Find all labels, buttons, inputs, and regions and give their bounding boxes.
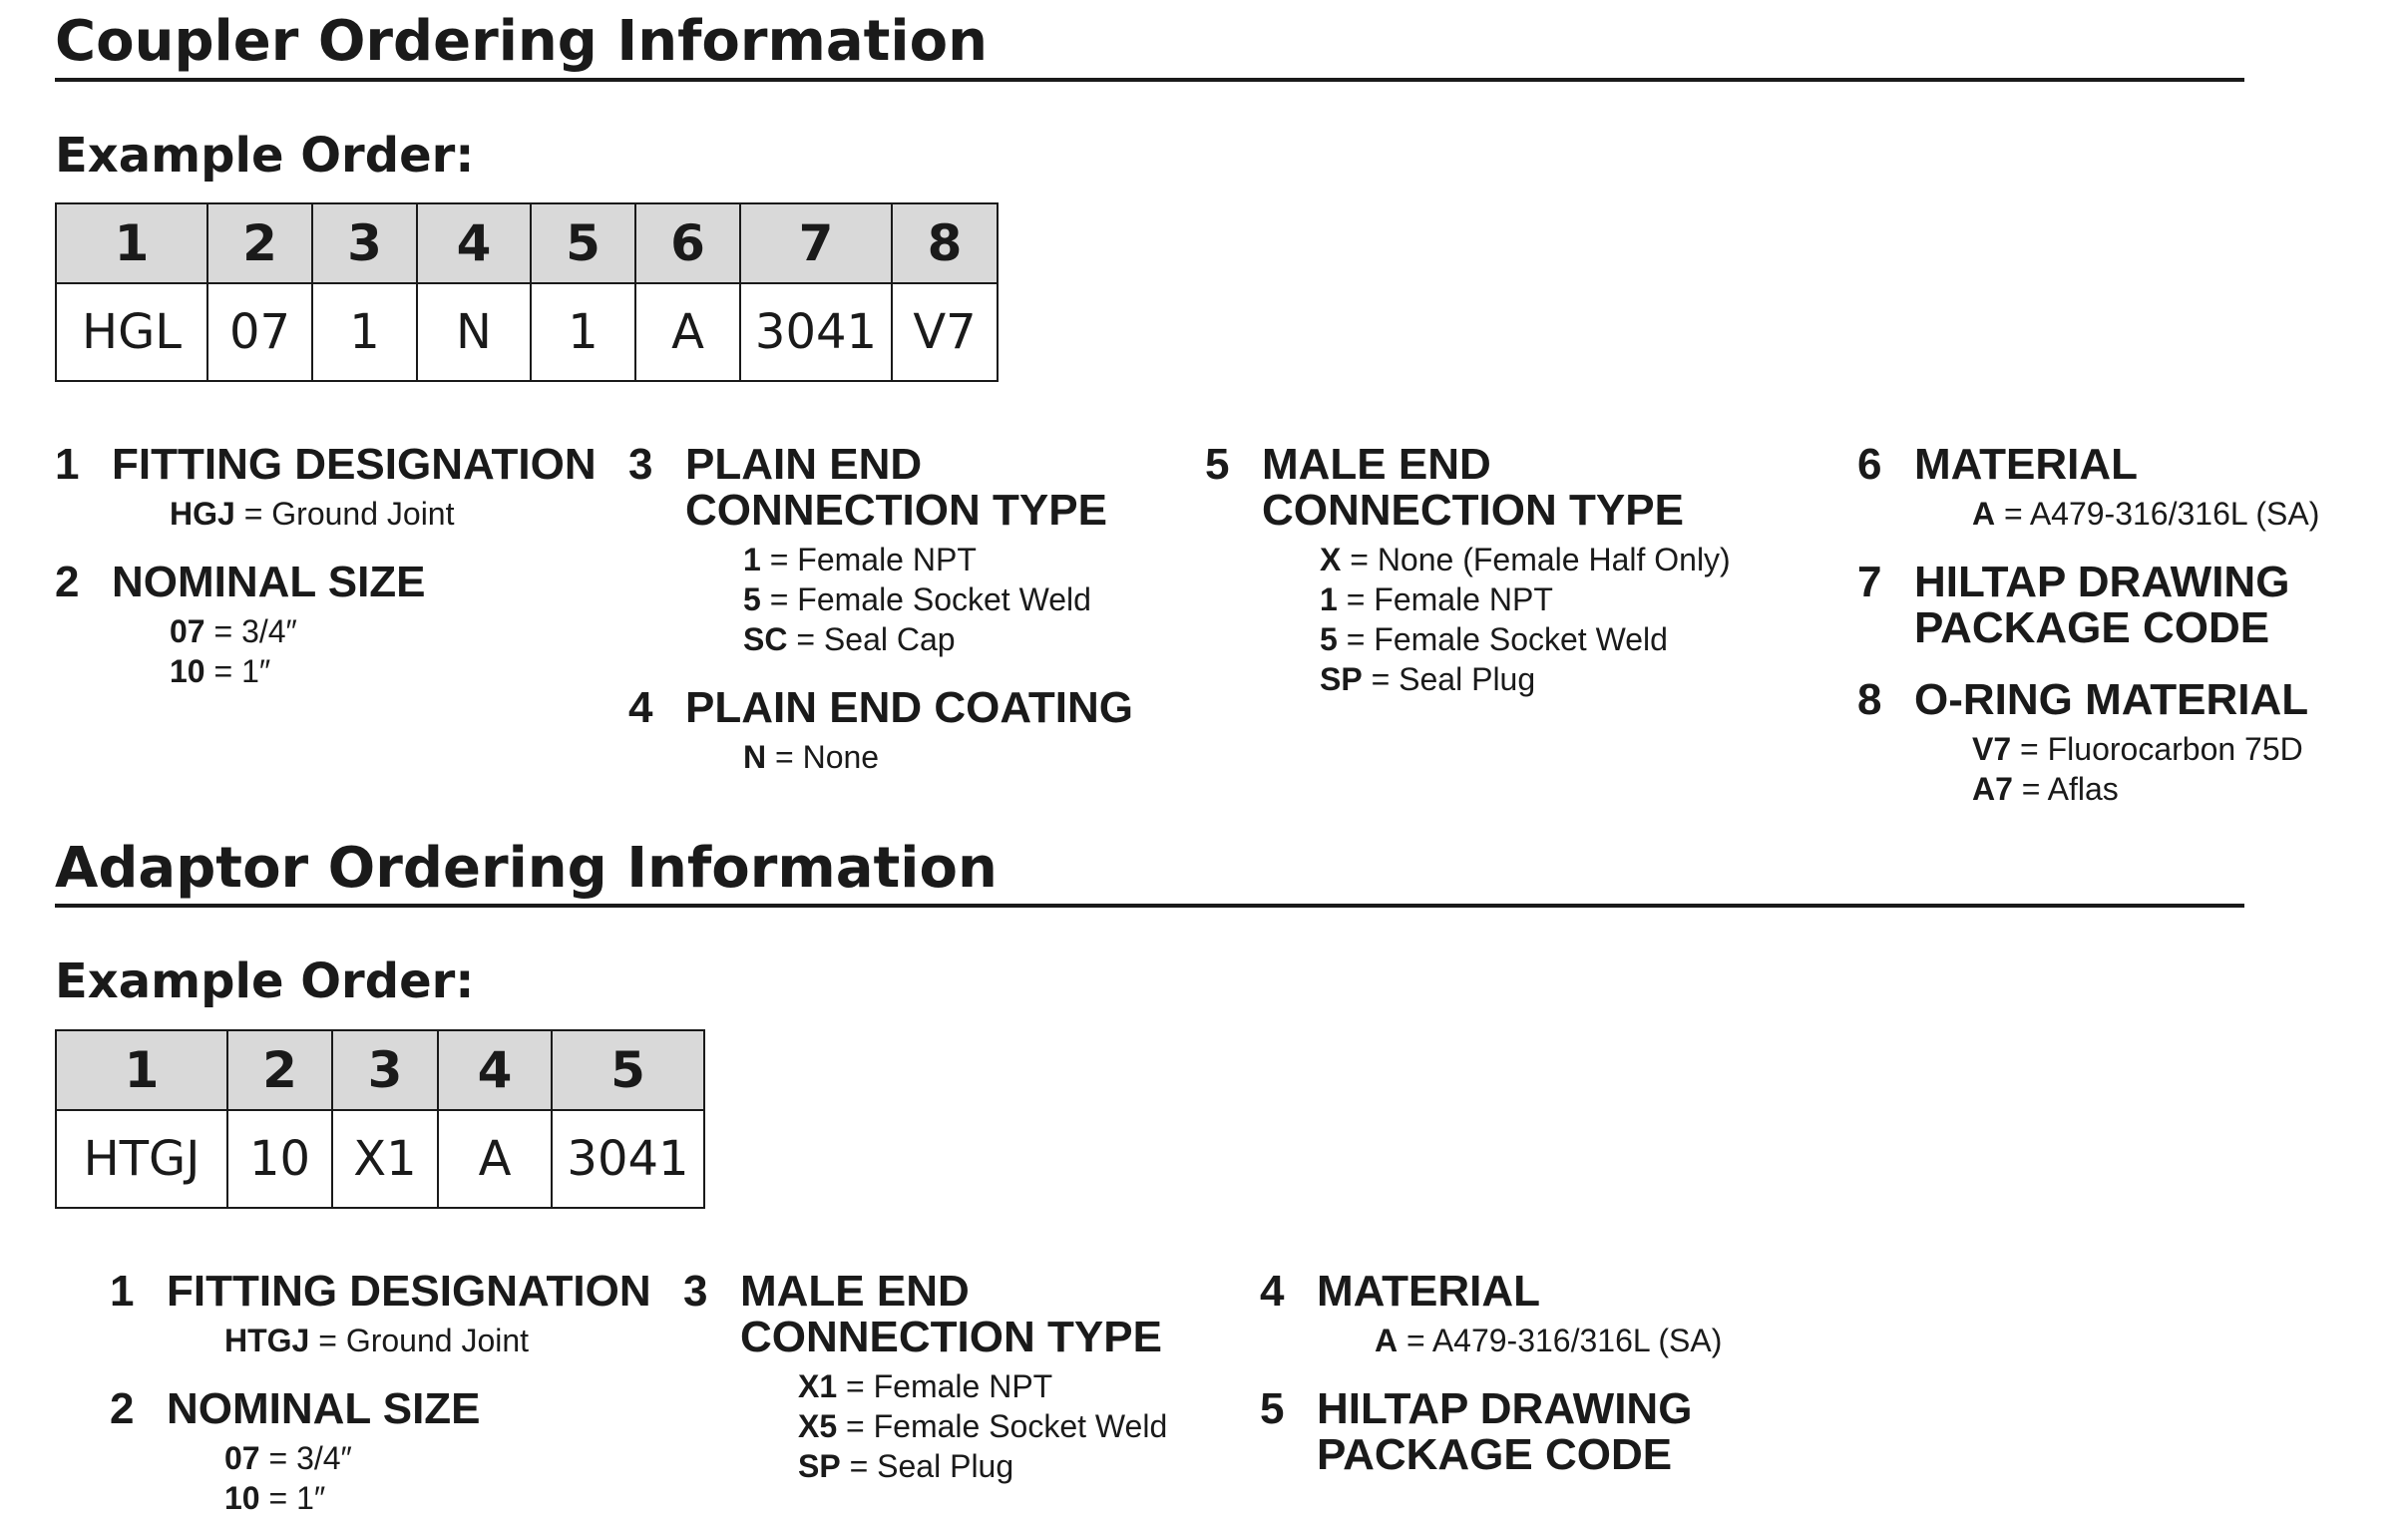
coupler-col-1-value: HGL [56,283,207,381]
option-separator: = [309,1323,346,1358]
option-item [1320,540,1731,579]
option-separator: = [2012,771,2048,807]
section-title: MATERIAL [1317,1267,1541,1316]
option-item [743,579,1133,619]
section-number: 4 [1260,1267,1285,1316]
adaptor-col-3-value: X1 [332,1110,438,1208]
option-code: 07 [170,613,205,649]
coupler-col-4-header: 4 [417,203,531,283]
coupler-title-rule [55,78,2244,82]
option-description: Ground Joint [345,1323,530,1358]
coupler-col-1-header: 1 [56,203,207,283]
option-separator: = [787,621,824,657]
option-separator: = [760,542,798,577]
option-code: V7 [1972,731,2012,767]
coupler-table-header-row [56,203,998,283]
option-code: SC [743,621,788,657]
coupler-col-7-header: 7 [740,203,892,283]
coupler-col-8-header: 8 [892,203,998,283]
option-separator: = [1362,661,1400,697]
option-description: 1″ [296,1480,326,1516]
section-number: 1 [55,440,80,489]
option-description: None (Female Half Only) [1377,542,1731,577]
coupler-section-nominal-size [55,560,597,691]
option-description: Female Socket Weld [1374,621,1668,657]
section-title: HILTAP DRAWING PACKAGE CODE [1317,1384,1693,1479]
option-code: 5 [743,581,761,617]
option-item [1320,619,1731,659]
section-number: 5 [1205,440,1230,489]
option-description: Seal Cap [823,621,956,657]
coupler-legend-column-2 [628,442,1133,777]
option-separator: = [259,1480,297,1516]
option-item [1972,729,2319,769]
coupler-col-4-value: N [417,283,531,381]
option-item [1972,494,2319,534]
option-code: SP [798,1448,841,1484]
coupler-section-male-end-connection-type [1205,442,1731,699]
coupler-section-o-ring-material [1857,677,2319,809]
option-description: Female NPT [873,1368,1053,1404]
section-number: 2 [55,558,80,606]
adaptor-col-2-header: 2 [227,1030,332,1110]
coupler-col-6-value: A [635,283,740,381]
option-separator: = [766,739,803,775]
coupler-section-material [1857,442,2319,534]
option-code: X [1320,542,1342,577]
adaptor-example-table [55,1029,705,1209]
option-description: A479-316/316L (SA) [2029,496,2320,532]
adaptor-col-5-header: 5 [552,1030,704,1110]
section-number: 7 [1857,558,1882,606]
adaptor-legend-column-1 [110,1269,651,1518]
option-separator: = [204,613,242,649]
section-title: MATERIAL [1914,440,2139,489]
adaptor-title-rule [55,904,2244,908]
option-item [224,1321,651,1360]
option-description: 1″ [241,653,271,689]
option-description: Female NPT [1374,581,1553,617]
coupler-col-2-value: 07 [207,283,312,381]
option-item [170,494,597,534]
option-code: A [1972,496,1996,532]
option-item [1320,579,1731,619]
option-code: SP [1320,661,1363,697]
option-description: None [802,739,880,775]
adaptor-table-header-row [56,1030,704,1110]
option-code: 1 [1320,581,1338,617]
option-code: X1 [798,1368,838,1404]
option-separator: = [259,1440,297,1476]
adaptor-col-1-value: HTGJ [56,1110,227,1208]
section-title: O-RING MATERIAL [1914,675,2309,724]
coupler-col-8-value: V7 [892,283,998,381]
option-separator: = [760,581,798,617]
option-description: Female Socket Weld [873,1408,1168,1444]
coupler-section-plain-end-connection-type [628,442,1133,659]
section-number: 3 [683,1267,708,1316]
adaptor-section-hiltap-drawing-package-code [1260,1386,1722,1478]
option-code: 07 [224,1440,260,1476]
section-number: 5 [1260,1384,1285,1433]
coupler-col-7-value: 3041 [740,283,892,381]
option-separator: = [1995,496,2030,532]
section-title: MALE END CONNECTION TYPE [740,1267,1162,1361]
adaptor-legend-column-3 [1260,1269,1722,1478]
section-title: NOMINAL SIZE [167,1384,481,1433]
option-separator: = [234,496,272,532]
option-separator: = [837,1408,874,1444]
coupler-legend-column-3 [1205,442,1731,699]
coupler-section-hiltap-drawing-package-code [1857,560,2319,651]
option-description: A479-316/316L (SA) [1431,1323,1723,1358]
option-item [170,651,597,691]
coupler-col-5-header: 5 [531,203,635,283]
coupler-example-label: Example Order: [55,128,475,184]
option-code: HTGJ [224,1323,310,1358]
option-separator: = [840,1448,878,1484]
section-number: 4 [628,683,653,732]
adaptor-section-male-end-connection-type [683,1269,1167,1486]
option-description: Ground Joint [271,496,455,532]
coupler-table-value-row [56,283,998,381]
option-description: Female Socket Weld [797,581,1091,617]
section-title: FITTING DESIGNATION [167,1267,651,1316]
section-title: FITTING DESIGNATION [112,440,597,489]
option-code: N [743,739,767,775]
coupler-title: Coupler Ordering Information [55,9,988,74]
option-description: Seal Plug [1399,661,1536,697]
adaptor-section-fitting-designation [110,1269,651,1360]
option-separator: = [1341,542,1378,577]
section-title: PLAIN END CONNECTION TYPE [685,440,1107,535]
adaptor-col-4-value: A [438,1110,552,1208]
coupler-col-6-header: 6 [635,203,740,283]
option-item [798,1406,1167,1446]
adaptor-section-material [1260,1269,1722,1360]
coupler-col-2-header: 2 [207,203,312,283]
section-number: 2 [110,1384,135,1433]
option-description: Seal Plug [877,1448,1014,1484]
adaptor-example-label: Example Order: [55,953,475,1009]
option-description: Aflas [2047,771,2119,807]
option-item [1375,1321,1722,1360]
coupler-col-3-header: 3 [312,203,417,283]
option-item [170,611,597,651]
option-description: Fluorocarbon 75D [2047,731,2303,767]
adaptor-section-nominal-size [110,1386,651,1518]
option-item [224,1478,651,1518]
adaptor-title: Adaptor Ordering Information [55,836,998,901]
section-number: 1 [110,1267,135,1316]
adaptor-col-3-header: 3 [332,1030,438,1110]
coupler-section-plain-end-coating [628,685,1133,777]
option-item [798,1366,1167,1406]
section-title: PLAIN END COATING [685,683,1133,732]
option-code: 10 [170,653,205,689]
option-code: 1 [743,542,761,577]
option-separator: = [1398,1323,1432,1358]
adaptor-table-value-row [56,1110,704,1208]
option-code: A7 [1972,771,2013,807]
coupler-example-table [55,202,999,382]
option-code: HGJ [170,496,235,532]
option-separator: = [2011,731,2048,767]
option-description: 3/4″ [241,613,297,649]
coupler-section-fitting-designation [55,442,597,534]
section-number: 3 [628,440,653,489]
section-title: MALE END CONNECTION TYPE [1262,440,1684,535]
option-item [743,619,1133,659]
option-separator: = [1337,581,1375,617]
section-title: HILTAP DRAWING PACKAGE CODE [1914,558,2290,652]
section-number: 8 [1857,675,1882,724]
section-title: NOMINAL SIZE [112,558,426,606]
option-item [743,540,1133,579]
option-item [798,1446,1167,1486]
coupler-legend-column-1 [55,442,597,691]
option-separator: = [1337,621,1375,657]
option-code: A [1375,1323,1399,1358]
coupler-legend-column-4 [1857,442,2319,809]
adaptor-col-4-header: 4 [438,1030,552,1110]
adaptor-legend-column-2 [683,1269,1167,1486]
adaptor-col-2-value: 10 [227,1110,332,1208]
section-number: 6 [1857,440,1882,489]
option-item [224,1438,651,1478]
adaptor-col-1-header: 1 [56,1030,227,1110]
option-item [743,737,1133,777]
adaptor-col-5-value: 3041 [552,1110,704,1208]
option-code: 10 [224,1480,260,1516]
option-description: 3/4″ [296,1440,352,1476]
coupler-col-5-value: 1 [531,283,635,381]
option-item [1320,659,1731,699]
option-code: X5 [798,1408,838,1444]
coupler-col-3-value: 1 [312,283,417,381]
option-item [1972,769,2319,809]
option-code: 5 [1320,621,1338,657]
option-separator: = [204,653,242,689]
option-separator: = [837,1368,874,1404]
option-description: Female NPT [797,542,977,577]
